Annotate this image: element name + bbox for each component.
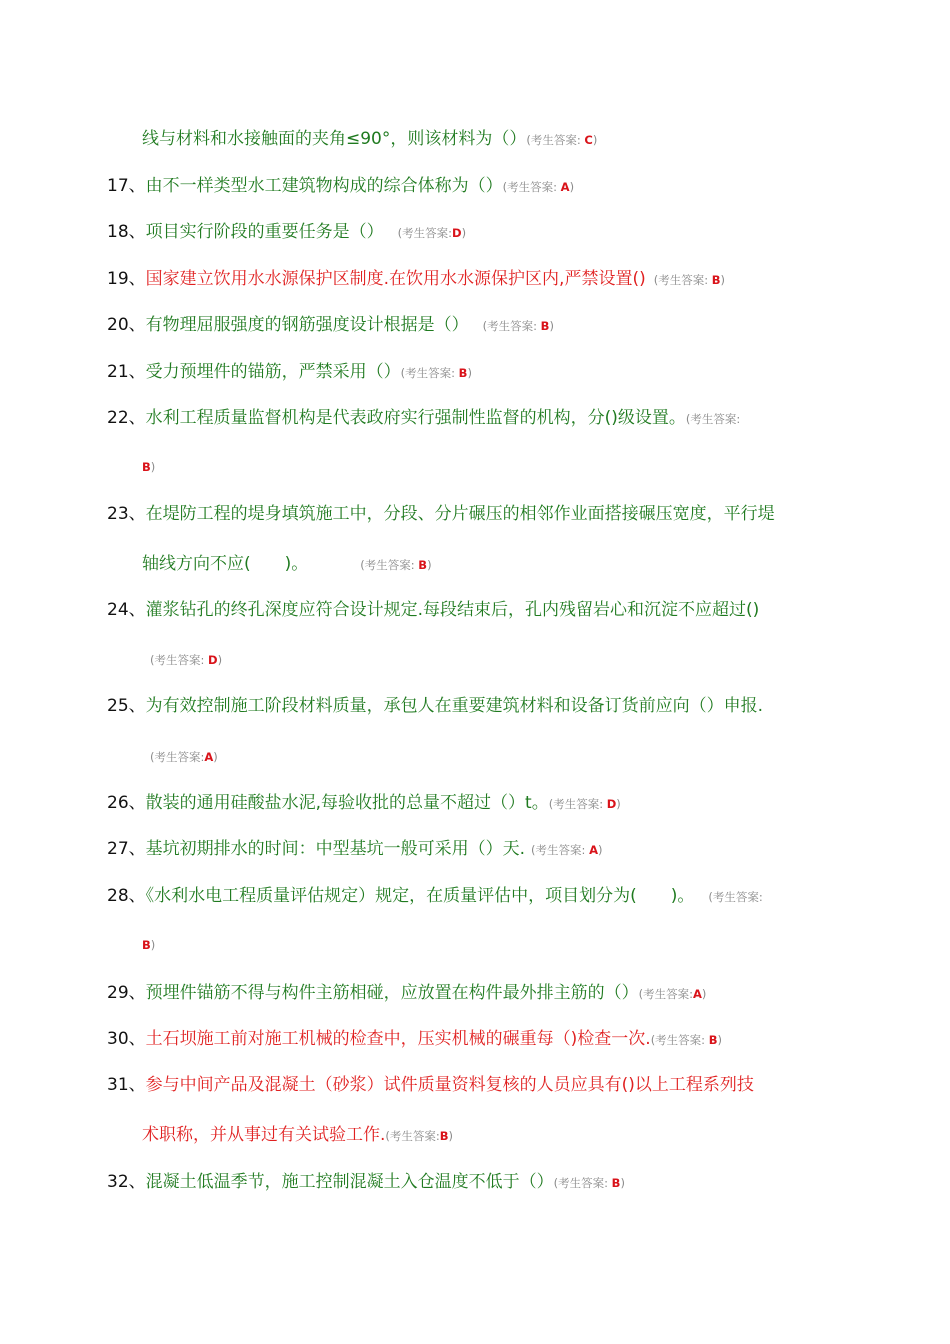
answer-label: (考生答案:A) — [638, 987, 707, 1001]
question-item — [107, 175, 574, 198]
answer-label: B) — [142, 938, 156, 952]
answer-value: B — [540, 319, 550, 333]
answer-line — [150, 648, 222, 671]
question-item — [107, 314, 554, 337]
question-number: 30、 — [107, 1029, 146, 1049]
question-number: 20、 — [107, 315, 146, 335]
question-continuation — [142, 553, 432, 576]
question-text: 项目实行阶段的重要任务是（） — [145, 222, 384, 242]
question-text: 混凝土低温季节，施工控制混凝土入仓温度不低于（） — [145, 1172, 554, 1192]
answer-label: (考生答案: B) — [360, 558, 432, 572]
question-text: 有物理屈服强度的钢筋强度设计根据是（） — [145, 315, 469, 335]
question-text: 土石坝施工前对施工机械的检查中，压实机械的碾重每（)检查一次. — [145, 1029, 651, 1049]
question-number: 28、 — [107, 886, 146, 906]
question-text: 散装的通用硅酸盐水泥,每验收批的总量不超过（）t。 — [145, 793, 549, 813]
question-number: 17、 — [107, 176, 146, 196]
question-number: 19、 — [107, 269, 146, 289]
answer-label: (考生答案:A) — [150, 750, 218, 764]
answer-value: A — [204, 750, 214, 764]
answer-value: B — [142, 938, 151, 952]
question-number: 27、 — [107, 839, 146, 859]
question-number: 22、 — [107, 408, 146, 428]
question-text: 基坑初期排水的时间：中型基坑一般可采用（）天. — [145, 839, 526, 859]
question-number: 23、 — [107, 504, 146, 524]
question-item — [107, 221, 466, 244]
answer-label: (考生答案: B) — [650, 1033, 722, 1047]
question-number: 31、 — [107, 1075, 146, 1095]
question-continuation — [142, 1124, 453, 1147]
question-text: 水利工程质量监督机构是代表政府实行强制性监督的机构，分()级设置。 — [145, 408, 686, 428]
answer-label: (考生答案: A) — [531, 843, 603, 857]
question-number: 21、 — [107, 362, 146, 382]
answer-value: A — [560, 180, 570, 194]
answer-label: (考生答案: B) — [482, 319, 554, 333]
question-text: 国家建立饮用水水源保护区制度.在饮用水水源保护区内,严禁设置() — [145, 269, 646, 289]
question-text: 轴线方向不应( )。 — [142, 554, 309, 574]
question-text: 灌浆钻孔的终孔深度应符合设计规定.每段结束后，孔内残留岩心和沉淀不应超过() — [145, 600, 760, 620]
answer-value: B — [458, 366, 468, 380]
question-item — [107, 885, 763, 908]
answer-value: C — [584, 133, 593, 147]
answer-value: B — [708, 1033, 718, 1047]
answer-line — [142, 933, 155, 956]
answer-label: (考生答案: B) — [553, 1176, 625, 1190]
answer-value: A — [693, 987, 702, 1001]
answer-value: B — [418, 558, 428, 572]
answer-label: (考生答案: — [685, 412, 741, 426]
answer-value: B — [439, 1129, 449, 1143]
answer-value: B — [142, 460, 151, 474]
answer-line — [142, 455, 155, 478]
question-item — [107, 1074, 754, 1096]
question-item — [107, 599, 759, 621]
question-text: 受力预埋件的锚筋，严禁采用（） — [145, 362, 401, 382]
question-text: 为有效控制施工阶段材料质量，承包人在重要建筑材料和设备订货前应向（）申报. — [145, 696, 764, 716]
question-number: 18、 — [107, 222, 146, 242]
question-text: 术职称，并从事过有关试验工作. — [142, 1125, 386, 1145]
answer-value: B — [611, 1176, 621, 1190]
question-number: 25、 — [107, 696, 146, 716]
question-item — [107, 1028, 722, 1051]
question-item — [107, 268, 725, 291]
question-text: 参与中间产品及混凝土（砂浆）试件质量资料复核的人员应具有()以上工程系列技 — [145, 1075, 754, 1095]
question-number: 26、 — [107, 793, 146, 813]
answer-label: (考生答案: B) — [400, 366, 472, 380]
question-text: 《水利水电工程质量评估规定）规定，在质量评估中，项目划分为( )。 — [145, 886, 695, 906]
question-text: 在堤防工程的堤身填筑施工中，分段、分片碾压的相邻作业面搭接碾压宽度，平行堤 — [145, 504, 775, 524]
question-number: 29、 — [107, 983, 146, 1003]
answer-label: B) — [142, 460, 156, 474]
answer-value: A — [589, 843, 598, 857]
question-item — [107, 838, 602, 861]
answer-label: (考生答案: B) — [653, 273, 726, 287]
question-number: 24、 — [107, 600, 146, 620]
answer-label: (考生答案: D) — [150, 653, 223, 667]
question-item — [107, 407, 740, 430]
answer-value: D — [452, 226, 462, 240]
question-number: 32、 — [107, 1172, 146, 1192]
answer-value: B — [711, 273, 721, 287]
answer-line — [150, 745, 218, 768]
question-text: 由不一样类型水工建筑物构成的综合体称为（） — [145, 176, 503, 196]
question-text: 线与材料和水接触面的夹角≤90°，则该材料为（） — [142, 129, 527, 149]
answer-label: (考生答案: — [708, 890, 763, 904]
answer-label: (考生答案:B) — [385, 1129, 454, 1143]
answer-label: (考生答案: D) — [548, 797, 621, 811]
answer-value: D — [606, 797, 617, 811]
question-item — [107, 361, 472, 384]
question-item — [107, 982, 706, 1005]
question-item — [107, 503, 775, 525]
answer-label: (考生答案:D) — [397, 226, 467, 240]
question-item — [107, 1171, 625, 1194]
question-text: 预埋件锚筋不得与构件主筋相碰，应放置在构件最外排主筋的（） — [145, 983, 639, 1003]
answer-label: (考生答案: A) — [502, 180, 575, 194]
question-item — [142, 128, 597, 151]
question-item — [107, 792, 621, 815]
answer-value: D — [208, 653, 218, 667]
question-item — [107, 695, 763, 717]
answer-label: (考生答案: C) — [526, 133, 598, 147]
